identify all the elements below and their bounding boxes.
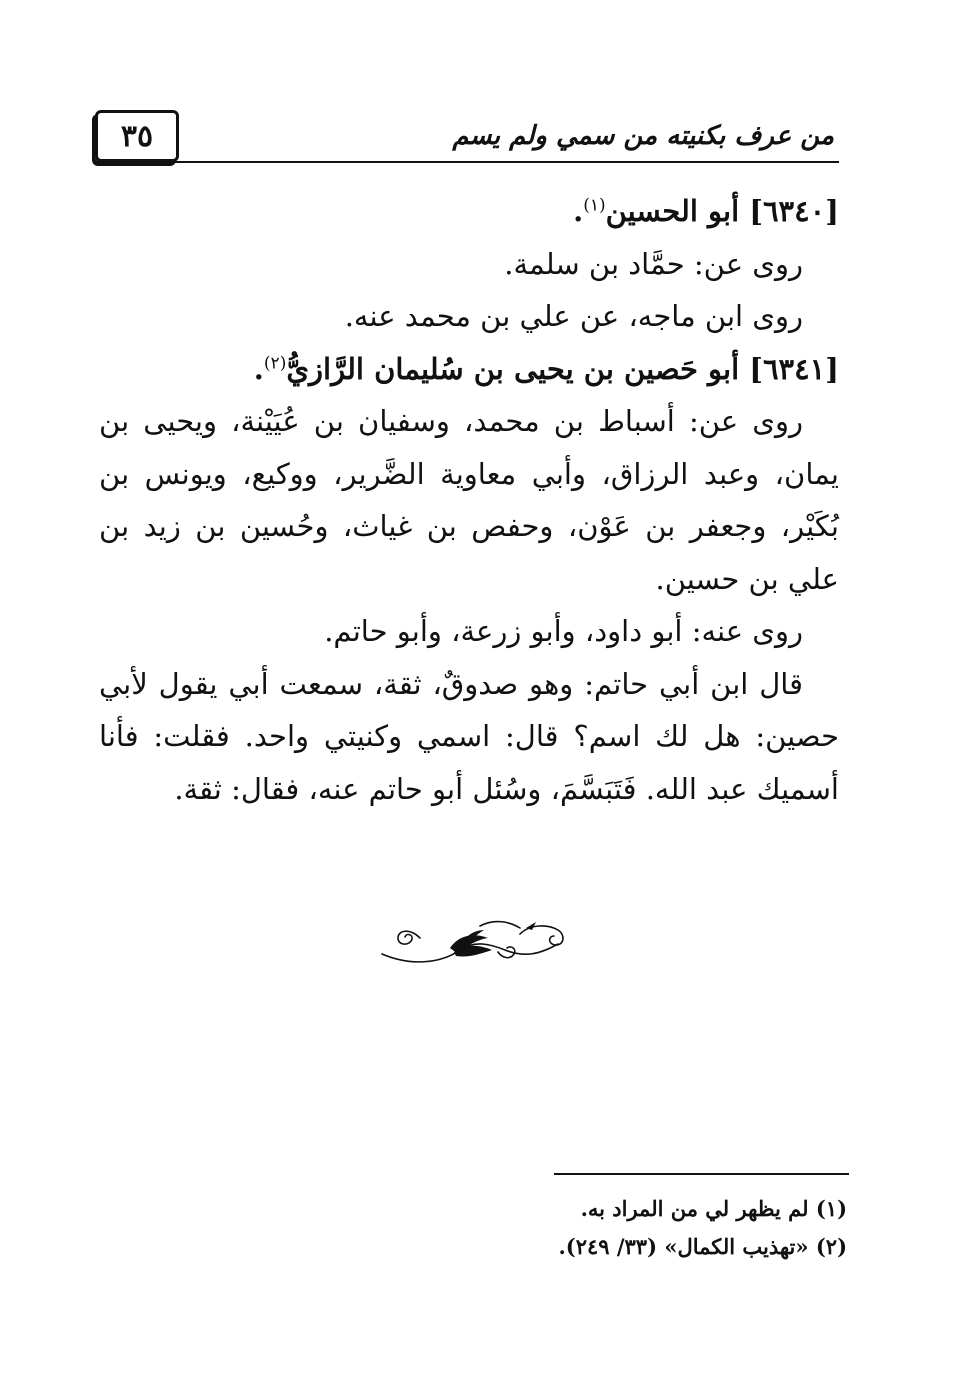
entry-heading-6341 [99,343,839,396]
footnotes [247,1190,847,1266]
entry-heading-6340 [99,185,839,238]
footnote-2: (٢) «تهذيب الكمال» (٣٣/ ٢٤٩). [558,1234,847,1259]
footnote-ref-2: (٢) [263,352,287,373]
entry-heading-text: [٦٣٤١] أبو حَصين بن يحيى بن سُليمان الرَّازيُّ [286,351,839,386]
footnote-ref-1: (١) [583,195,606,216]
footnote-rule [554,1173,849,1175]
heading-period: . [253,351,264,386]
running-title: من عرف بكنيته من سمي ولم يسم [452,121,834,151]
entry-6340-narrated-from: روى عن: حمَّاد بن سلمة. [504,246,803,281]
ornament-divider-icon [380,914,570,968]
page-number-box [95,110,179,162]
main-text [99,185,839,815]
entry-6341-narrated-from: روى عن: أسباط بن محمد، وسفيان بن عُيَيْنة، ويحيى بن يمان، وعبد الرزاق، وأبي معاوية الضَّرير، ووكيع، ويونس بن بُكَيْر، وجعفر بن عَوْن، وحفص بن غياث، وحُسين بن زيد بن علي بن حسين. [99,404,839,596]
footnote-1: (١) لم يظهر لي من المراد به. [580,1196,847,1221]
header-rule [95,161,839,163]
entry-heading-text: [٦٣٤٠] أبو الحسين [605,194,839,228]
entry-6341-quote: قال ابن أبي حاتم: وهو صدوقٌ، ثقة، سمعت أبي يقول لأبي حصين: هل لك اسم؟ قال: اسمي وكنيتي واحد. فقلت: فأنا أسميك عبد الله. فَتَبَسَّمَ، وسُئل أبو حاتم عنه، فقال: ثقة. [99,666,839,806]
entry-6340-narrated-by: روى ابن ماجه، عن علي بن محمد عنه. [344,299,803,333]
heading-period: . [573,194,584,228]
page-number: ٣٥ [120,118,154,154]
entry-6341-narrated-by: روى عنه: أبو داود، وأبو زرعة، وأبو حاتم. [324,614,803,648]
